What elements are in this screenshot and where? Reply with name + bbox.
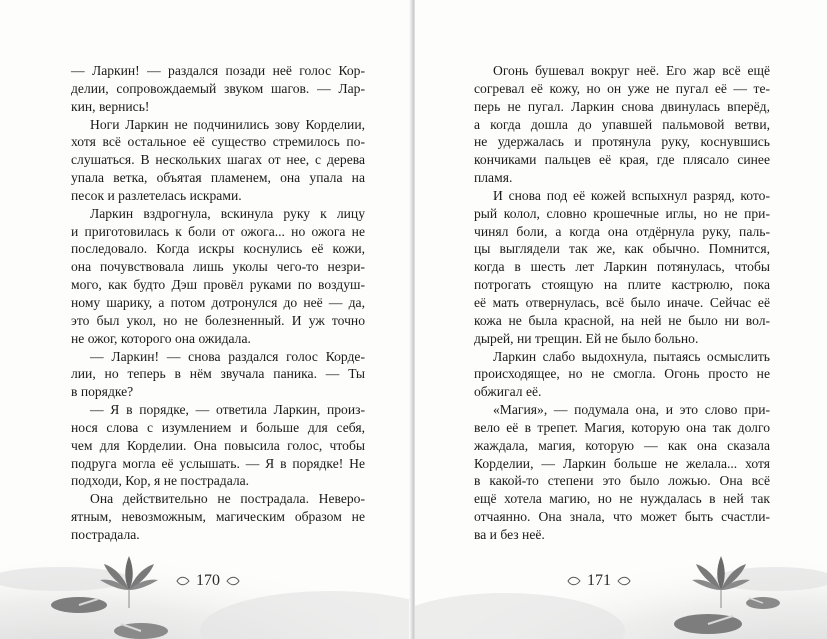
text-line: упала ветка, объятая пламенем, она упала на <box>71 170 365 186</box>
ornament-leaf-icon <box>176 575 190 587</box>
text-line: отчаянно. Она знала, что может быть счастли- <box>474 509 770 525</box>
paragraph <box>474 348 770 402</box>
text-line: обжигал её. <box>474 384 542 400</box>
text-line: в какой-то степени это было ложью. Она всё <box>474 473 770 489</box>
text-line: её мать отвернулась, всё было иначе. Сейчас её <box>474 294 770 310</box>
paragraph <box>474 401 770 544</box>
ornament-leaf-icon <box>567 575 581 587</box>
text-line: — Ларкин! — раздался позади неё голос Кор- <box>71 63 365 78</box>
text-line: не удержалась и протянула руку, коснувшись <box>474 134 770 150</box>
text-line: потрогать стоящую на плите кастрюлю, пока <box>474 277 770 293</box>
text-line: Огонь бушевал вокруг неё. Его жар всё ещё <box>493 63 770 78</box>
lily-pad-icon <box>113 619 169 639</box>
text-line: вело её в трепет. Магия, которую она так долго <box>474 419 770 435</box>
left-page <box>0 0 412 639</box>
text-line: нося слова с изумлением и больше для себя, <box>71 419 365 435</box>
text-line: ещё хотела магию, но не нуждалась в ней так <box>474 491 770 507</box>
text-line: «Магия», — подумала она, и это слово при- <box>493 402 770 418</box>
text-line: — Я в порядке, — ответила Ларкин, произ- <box>90 402 365 418</box>
ornament-leaf-icon <box>617 575 631 587</box>
text-line: И снова под её кожей вспыхнул разряд, кото- <box>493 187 770 203</box>
paragraph <box>71 490 365 544</box>
text-line: в порядке? <box>71 384 134 400</box>
text-line: Ноги Ларкин не подчинились зову Корделии, <box>90 116 365 132</box>
text-line: Корделии, — Ларкин больше не желала... хотя <box>474 455 770 471</box>
lily-pad-icon <box>745 596 781 610</box>
text-line: мого, как будто Дэш провёл руками по воздуш- <box>71 277 365 293</box>
text-line: это был укол, но не болезненный. И уж точно <box>71 312 365 328</box>
paragraph <box>71 62 365 116</box>
text-line: кин, вернись! <box>71 98 150 114</box>
text-line: делии, сопровождаемый звуком шагов. — Лар- <box>71 80 365 96</box>
right-page-text <box>474 62 770 544</box>
right-page <box>415 0 827 639</box>
text-line: ва и без неё. <box>474 526 545 542</box>
text-line: лии, но теперь в нём звучала паника. — Ты <box>71 366 365 382</box>
text-line: пострадала. <box>71 526 140 542</box>
ornament-leaf-icon <box>226 575 240 587</box>
text-line: и приготовилась к боли от ожога... но ожога не <box>71 223 365 239</box>
text-line: Она действительно не пострадала. Неверо- <box>90 491 365 507</box>
paragraph <box>474 62 770 187</box>
text-line: ятным, невозможным, магическим образом не <box>71 509 365 525</box>
text-line: рый колол, словно крошечные иглы, но не при- <box>474 205 770 221</box>
paragraph <box>71 401 365 490</box>
page-number: 171 <box>587 572 611 589</box>
paragraph <box>71 348 365 402</box>
text-line: пламя. <box>474 170 513 186</box>
text-line: согревал её кожу, но он уже не пугал её — те- <box>474 80 770 96</box>
text-line: хотя всё остальное её существо стремилось по- <box>71 134 365 150</box>
text-line: — Ларкин! — снова раздался голос Корде- <box>90 348 365 364</box>
text-line: Ларкин вздрогнула, вскинула руку к лицу <box>90 205 365 221</box>
text-line: чем для Корделии. Она повысила голос, чтобы <box>71 437 365 453</box>
text-line: слушаться. В нескольких шагах от нее, с дерева <box>71 152 365 168</box>
text-line: а когда дошла до упавшей пальмовой ветви, <box>474 116 770 132</box>
text-line: перь не пугал. Ларкин снова двинулась вперёд, <box>474 98 770 114</box>
text-line: цы выглядели так же, как обычно. Помнится, <box>474 241 770 257</box>
text-line: ному шарику, а потом дотронулся до неё — да, <box>71 294 365 310</box>
text-line: подходи, Кор, я не пострадала. <box>71 473 250 489</box>
paragraph <box>71 205 365 348</box>
text-line: жаждала, магия, которую — как она сказала <box>474 437 770 453</box>
paragraph <box>474 187 770 348</box>
text-line: когда в шесть лет Ларкин потянулась, чтобы <box>474 259 770 275</box>
lily-pad-icon <box>50 596 108 614</box>
page-number-block <box>158 570 258 592</box>
text-line: песок и разлетелась искрами. <box>71 187 242 203</box>
text-line: она почувствовала лишь уколы чего-то незри- <box>71 259 365 275</box>
text-line: происходящее, но не смогла. Огонь просто не <box>474 366 770 382</box>
page-number: 170 <box>196 572 220 589</box>
text-line: последовало. Когда искры коснулись её кожи, <box>71 241 365 257</box>
left-page-text <box>71 62 365 544</box>
text-line: Ларкин слабо выдохнула, пытаясь осмыслить <box>493 348 770 364</box>
text-line: чинял боли, а когда она отдёрнула руку, паль- <box>474 223 770 239</box>
text-line: кожа не была красной, на ней не было ни вол- <box>474 312 770 328</box>
text-line: дырей, ни трещин. Ей не было больно. <box>474 330 699 346</box>
text-line: не ожог, которого она ожидала. <box>71 330 251 346</box>
page-number-block <box>549 570 649 592</box>
lily-pad-icon <box>673 612 743 636</box>
text-line: кончиками пальцев её края, где плясало синее <box>474 152 770 168</box>
text-line: подруга могла её услышать. — Я в порядке! Не <box>71 455 365 471</box>
paragraph <box>71 116 365 205</box>
